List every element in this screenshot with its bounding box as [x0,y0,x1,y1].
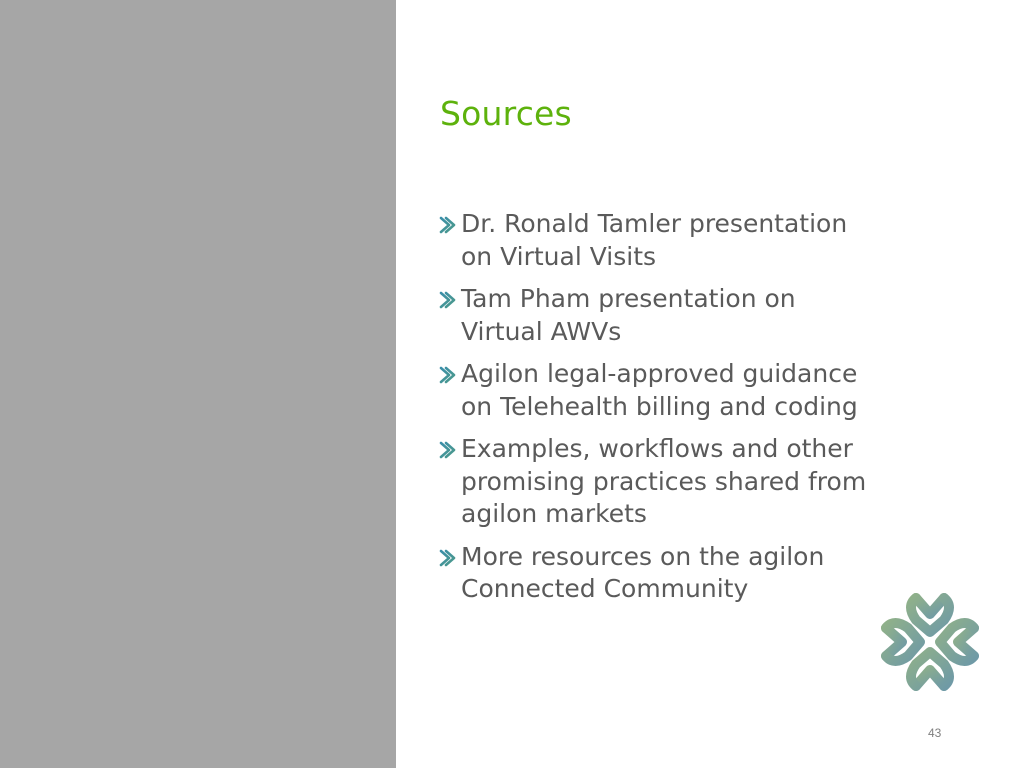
list-item [438,283,868,348]
list-item-text: More resources on the agilon Connected Community [461,541,825,603]
list-item-text: Dr. Ronald Tamler presentation on Virtual Visits [461,209,848,271]
sources-list [438,208,868,616]
slide-title: Sources [440,94,572,133]
list-item [438,358,868,423]
list-item [438,208,868,273]
chevron-right-icon [438,549,456,567]
agilon-logo-icon [876,588,984,696]
list-item-text: Tam Pham presentation on Virtual AWVs [461,284,796,346]
chevron-right-icon [438,441,456,459]
list-item [438,541,868,606]
left-side-panel [0,0,396,768]
list-item [438,433,868,531]
page-number: 43 [928,726,942,740]
list-item-text: Agilon legal-approved guidance on Telehealth billing and coding [461,359,858,421]
list-item-text: Examples, workflows and other promising practices shared from agilon markets [461,434,867,528]
chevron-right-icon [438,366,456,384]
chevron-right-icon [438,216,456,234]
chevron-right-icon [438,291,456,309]
